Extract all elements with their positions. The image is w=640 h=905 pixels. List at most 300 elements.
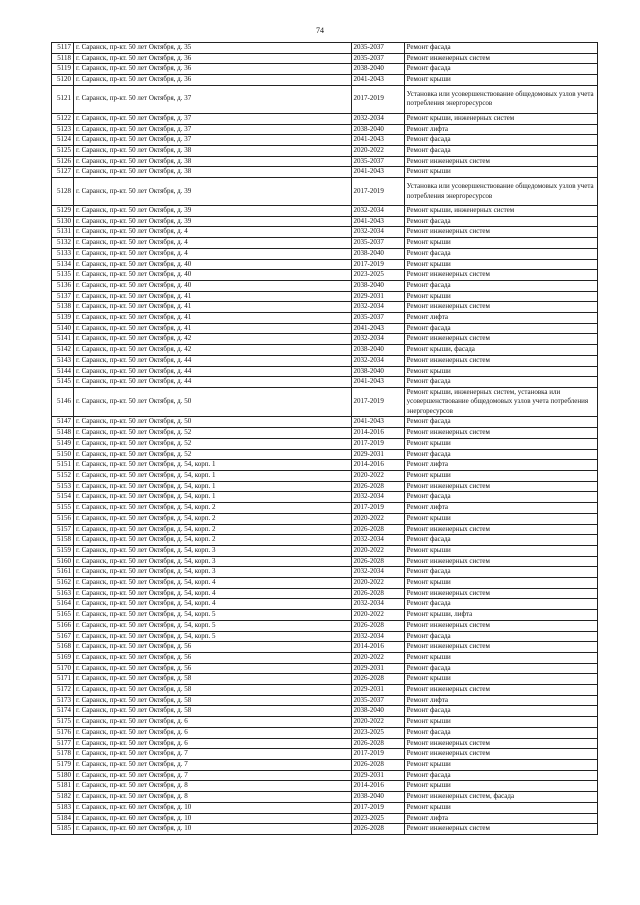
period-cell: 2032-2034 bbox=[351, 567, 404, 578]
row-number-cell: 5142 bbox=[52, 345, 74, 356]
work-type-cell: Ремонт инженерных систем bbox=[404, 824, 597, 835]
row-number-cell: 5130 bbox=[52, 216, 74, 227]
row-number-cell: 5136 bbox=[52, 280, 74, 291]
table-row bbox=[52, 156, 598, 167]
table-row bbox=[52, 124, 598, 135]
table-row bbox=[52, 802, 598, 813]
work-type-cell: Ремонт лифта bbox=[404, 313, 597, 324]
address-cell: г. Саранск, пр-кт. 50 лет Октября, д. 54, корп. 1 bbox=[74, 492, 352, 503]
period-cell: 2020-2022 bbox=[351, 471, 404, 482]
period-cell: 2017-2019 bbox=[351, 438, 404, 449]
work-type-cell: Ремонт крыши bbox=[404, 167, 597, 178]
period-cell: 2020-2022 bbox=[351, 545, 404, 556]
period-cell: 2041-2043 bbox=[351, 323, 404, 334]
address-cell: г. Саранск, пр-кт. 50 лет Октября, д. 56 bbox=[74, 663, 352, 674]
table-row bbox=[52, 642, 598, 653]
period-cell: 2041-2043 bbox=[351, 377, 404, 388]
table-row bbox=[52, 167, 598, 178]
address-cell: г. Саранск, пр-кт. 50 лет Октября, д. 4 bbox=[74, 238, 352, 249]
work-type-cell: Ремонт инженерных систем bbox=[404, 749, 597, 760]
address-cell: г. Саранск, пр-кт. 50 лет Октября, д. 36 bbox=[74, 64, 352, 75]
work-type-cell: Ремонт фасада bbox=[404, 377, 597, 388]
period-cell: 2032-2034 bbox=[351, 227, 404, 238]
table-row bbox=[52, 685, 598, 696]
table-row bbox=[52, 631, 598, 642]
row-number-cell: 5133 bbox=[52, 248, 74, 259]
row-number-cell: 5165 bbox=[52, 610, 74, 621]
work-type-cell: Ремонт крыши bbox=[404, 717, 597, 728]
row-number-cell: 5173 bbox=[52, 695, 74, 706]
work-type-cell: Ремонт инженерных систем bbox=[404, 428, 597, 439]
address-cell: г. Саранск, пр-кт. 50 лет Октября, д. 58 bbox=[74, 674, 352, 685]
work-type-cell: Ремонт инженерных систем, фасада bbox=[404, 792, 597, 803]
address-cell: г. Саранск, пр-кт. 50 лет Октября, д. 6 bbox=[74, 738, 352, 749]
table-row bbox=[52, 216, 598, 227]
period-cell: 2017-2019 bbox=[351, 178, 404, 206]
period-cell: 2035-2037 bbox=[351, 53, 404, 64]
address-cell: г. Саранск, пр-кт. 50 лет Октября, д. 50 bbox=[74, 387, 352, 417]
address-cell: г. Саранск, пр-кт. 50 лет Октября, д. 8 bbox=[74, 792, 352, 803]
work-type-cell: Ремонт инженерных систем bbox=[404, 738, 597, 749]
table-row bbox=[52, 53, 598, 64]
address-cell: г. Саранск, пр-кт. 50 лет Октября, д. 54, корп. 3 bbox=[74, 567, 352, 578]
period-cell: 2038-2040 bbox=[351, 124, 404, 135]
row-number-cell: 5144 bbox=[52, 366, 74, 377]
address-cell: г. Саранск, пр-кт. 50 лет Октября, д. 6 bbox=[74, 717, 352, 728]
period-cell: 2038-2040 bbox=[351, 280, 404, 291]
row-number-cell: 5183 bbox=[52, 802, 74, 813]
row-number-cell: 5156 bbox=[52, 513, 74, 524]
period-cell: 2032-2034 bbox=[351, 302, 404, 313]
repair-schedule-table bbox=[51, 42, 598, 835]
row-number-cell: 5150 bbox=[52, 449, 74, 460]
row-number-cell: 5129 bbox=[52, 206, 74, 217]
period-cell: 2035-2037 bbox=[351, 43, 404, 54]
row-number-cell: 5148 bbox=[52, 428, 74, 439]
address-cell: г. Саранск, пр-кт. 50 лет Октября, д. 56 bbox=[74, 642, 352, 653]
table-row bbox=[52, 428, 598, 439]
period-cell: 2017-2019 bbox=[351, 503, 404, 514]
row-number-cell: 5145 bbox=[52, 377, 74, 388]
period-cell: 2032-2034 bbox=[351, 535, 404, 546]
period-cell: 2032-2034 bbox=[351, 599, 404, 610]
table-row bbox=[52, 503, 598, 514]
period-cell: 2035-2037 bbox=[351, 313, 404, 324]
address-cell: г. Саранск, пр-кт. 50 лет Октября, д. 54, корп. 4 bbox=[74, 599, 352, 610]
row-number-cell: 5125 bbox=[52, 145, 74, 156]
address-cell: г. Саранск, пр-кт. 50 лет Октября, д. 58 bbox=[74, 695, 352, 706]
address-cell: г. Саранск, пр-кт. 50 лет Октября, д. 6 bbox=[74, 727, 352, 738]
period-cell: 2041-2043 bbox=[351, 135, 404, 146]
period-cell: 2014-2016 bbox=[351, 428, 404, 439]
address-cell: г. Саранск, пр-кт. 50 лет Октября, д. 41 bbox=[74, 291, 352, 302]
work-type-cell: Ремонт инженерных систем bbox=[404, 227, 597, 238]
row-number-cell: 5128 bbox=[52, 178, 74, 206]
work-type-cell: Ремонт фасада bbox=[404, 599, 597, 610]
table-row bbox=[52, 248, 598, 259]
row-number-cell: 5124 bbox=[52, 135, 74, 146]
table-row bbox=[52, 227, 598, 238]
table-row bbox=[52, 43, 598, 54]
period-cell: 2023-2025 bbox=[351, 813, 404, 824]
row-number-cell: 5180 bbox=[52, 770, 74, 781]
address-cell: г. Саранск, пр-кт. 50 лет Октября, д. 52 bbox=[74, 438, 352, 449]
work-type-cell: Ремонт фасада bbox=[404, 663, 597, 674]
table-row bbox=[52, 652, 598, 663]
period-cell: 2032-2034 bbox=[351, 355, 404, 366]
address-cell: г. Саранск, пр-кт. 50 лет Октября, д. 41 bbox=[74, 323, 352, 334]
work-type-cell: Ремонт фасада bbox=[404, 535, 597, 546]
address-cell: г. Саранск, пр-кт. 60 лет Октября, д. 10 bbox=[74, 802, 352, 813]
row-number-cell: 5159 bbox=[52, 545, 74, 556]
row-number-cell: 5168 bbox=[52, 642, 74, 653]
period-cell: 2032-2034 bbox=[351, 113, 404, 124]
period-cell: 2023-2025 bbox=[351, 270, 404, 281]
table-row bbox=[52, 313, 598, 324]
table-row bbox=[52, 813, 598, 824]
table-row bbox=[52, 738, 598, 749]
work-type-cell: Ремонт крыши bbox=[404, 238, 597, 249]
table-row bbox=[52, 620, 598, 631]
table-row bbox=[52, 706, 598, 717]
period-cell: 2020-2022 bbox=[351, 145, 404, 156]
row-number-cell: 5185 bbox=[52, 824, 74, 835]
row-number-cell: 5181 bbox=[52, 781, 74, 792]
table-row bbox=[52, 770, 598, 781]
table-row bbox=[52, 135, 598, 146]
row-number-cell: 5167 bbox=[52, 631, 74, 642]
row-number-cell: 5166 bbox=[52, 620, 74, 631]
period-cell: 2029-2031 bbox=[351, 663, 404, 674]
period-cell: 2026-2028 bbox=[351, 556, 404, 567]
address-cell: г. Саранск, пр-кт. 50 лет Октября, д. 40 bbox=[74, 259, 352, 270]
address-cell: г. Саранск, пр-кт. 50 лет Октября, д. 52 bbox=[74, 449, 352, 460]
address-cell: г. Саранск, пр-кт. 50 лет Октября, д. 4 bbox=[74, 248, 352, 259]
address-cell: г. Саранск, пр-кт. 50 лет Октября, д. 54, корп. 2 bbox=[74, 535, 352, 546]
row-number-cell: 5123 bbox=[52, 124, 74, 135]
row-number-cell: 5176 bbox=[52, 727, 74, 738]
period-cell: 2014-2016 bbox=[351, 460, 404, 471]
period-cell: 2029-2031 bbox=[351, 291, 404, 302]
work-type-cell: Ремонт инженерных систем bbox=[404, 642, 597, 653]
table-row bbox=[52, 588, 598, 599]
row-number-cell: 5163 bbox=[52, 588, 74, 599]
period-cell: 2017-2019 bbox=[351, 259, 404, 270]
address-cell: г. Саранск, пр-кт. 50 лет Октября, д. 41 bbox=[74, 302, 352, 313]
address-cell: г. Саранск, пр-кт. 50 лет Октября, д. 41 bbox=[74, 313, 352, 324]
address-cell: г. Саранск, пр-кт. 50 лет Октября, д. 44 bbox=[74, 355, 352, 366]
address-cell: г. Саранск, пр-кт. 50 лет Октября, д. 54, корп. 2 bbox=[74, 524, 352, 535]
work-type-cell: Ремонт фасада bbox=[404, 145, 597, 156]
period-cell: 2026-2028 bbox=[351, 524, 404, 535]
work-type-cell: Ремонт инженерных систем bbox=[404, 524, 597, 535]
period-cell: 2017-2019 bbox=[351, 387, 404, 417]
period-cell: 2035-2037 bbox=[351, 238, 404, 249]
row-number-cell: 5151 bbox=[52, 460, 74, 471]
work-type-cell: Ремонт фасада bbox=[404, 770, 597, 781]
work-type-cell: Ремонт инженерных систем bbox=[404, 620, 597, 631]
work-type-cell: Ремонт фасада bbox=[404, 280, 597, 291]
address-cell: г. Саранск, пр-кт. 50 лет Октября, д. 54, корп. 5 bbox=[74, 631, 352, 642]
work-type-cell: Ремонт фасада bbox=[404, 43, 597, 54]
row-number-cell: 5143 bbox=[52, 355, 74, 366]
work-type-cell: Ремонт инженерных систем bbox=[404, 53, 597, 64]
address-cell: г. Саранск, пр-кт. 50 лет Октября, д. 39 bbox=[74, 206, 352, 217]
address-cell: г. Саранск, пр-кт. 50 лет Октября, д. 54, корп. 1 bbox=[74, 481, 352, 492]
period-cell: 2020-2022 bbox=[351, 578, 404, 589]
period-cell: 2020-2022 bbox=[351, 717, 404, 728]
address-cell: г. Саранск, пр-кт. 50 лет Октября, д. 4 bbox=[74, 227, 352, 238]
row-number-cell: 5127 bbox=[52, 167, 74, 178]
work-type-cell: Ремонт фасада bbox=[404, 567, 597, 578]
address-cell: г. Саранск, пр-кт. 50 лет Октября, д. 54, корп. 4 bbox=[74, 588, 352, 599]
address-cell: г. Саранск, пр-кт. 50 лет Октября, д. 54, корп. 4 bbox=[74, 578, 352, 589]
period-cell: 2029-2031 bbox=[351, 770, 404, 781]
address-cell: г. Саранск, пр-кт. 50 лет Октября, д. 54, корп. 3 bbox=[74, 545, 352, 556]
table-row bbox=[52, 366, 598, 377]
row-number-cell: 5171 bbox=[52, 674, 74, 685]
work-type-cell: Ремонт крыши bbox=[404, 759, 597, 770]
period-cell: 2038-2040 bbox=[351, 706, 404, 717]
row-number-cell: 5160 bbox=[52, 556, 74, 567]
row-number-cell: 5154 bbox=[52, 492, 74, 503]
table-row bbox=[52, 695, 598, 706]
table-row bbox=[52, 438, 598, 449]
address-cell: г. Саранск, пр-кт. 50 лет Октября, д. 44 bbox=[74, 366, 352, 377]
row-number-cell: 5170 bbox=[52, 663, 74, 674]
work-type-cell: Ремонт крыши bbox=[404, 578, 597, 589]
address-cell: г. Саранск, пр-кт. 50 лет Октября, д. 37 bbox=[74, 124, 352, 135]
table-row bbox=[52, 535, 598, 546]
table-row bbox=[52, 206, 598, 217]
period-cell: 2020-2022 bbox=[351, 513, 404, 524]
table-body bbox=[52, 43, 598, 835]
address-cell: г. Саранск, пр-кт. 50 лет Октября, д. 39 bbox=[74, 178, 352, 206]
table-row bbox=[52, 674, 598, 685]
address-cell: г. Саранск, пр-кт. 50 лет Октября, д. 40 bbox=[74, 270, 352, 281]
period-cell: 2014-2016 bbox=[351, 781, 404, 792]
table-row bbox=[52, 85, 598, 113]
period-cell: 2041-2043 bbox=[351, 216, 404, 227]
row-number-cell: 5157 bbox=[52, 524, 74, 535]
period-cell: 2020-2022 bbox=[351, 652, 404, 663]
period-cell: 2026-2028 bbox=[351, 620, 404, 631]
address-cell: г. Саранск, пр-кт. 50 лет Октября, д. 44 bbox=[74, 377, 352, 388]
work-type-cell: Ремонт лифта bbox=[404, 695, 597, 706]
work-type-cell: Ремонт инженерных систем bbox=[404, 156, 597, 167]
address-cell: г. Саранск, пр-кт. 50 лет Октября, д. 8 bbox=[74, 781, 352, 792]
row-number-cell: 5175 bbox=[52, 717, 74, 728]
work-type-cell: Ремонт крыши bbox=[404, 366, 597, 377]
address-cell: г. Саранск, пр-кт. 50 лет Октября, д. 40 bbox=[74, 280, 352, 291]
row-number-cell: 5184 bbox=[52, 813, 74, 824]
table-row bbox=[52, 545, 598, 556]
row-number-cell: 5147 bbox=[52, 417, 74, 428]
table-row bbox=[52, 492, 598, 503]
row-number-cell: 5153 bbox=[52, 481, 74, 492]
table-row bbox=[52, 64, 598, 75]
work-type-cell: Ремонт фасада bbox=[404, 492, 597, 503]
period-cell: 2023-2025 bbox=[351, 727, 404, 738]
period-cell: 2029-2031 bbox=[351, 685, 404, 696]
period-cell: 2017-2019 bbox=[351, 802, 404, 813]
row-number-cell: 5169 bbox=[52, 652, 74, 663]
period-cell: 2038-2040 bbox=[351, 345, 404, 356]
work-type-cell: Ремонт фасада bbox=[404, 631, 597, 642]
work-type-cell: Установка или усовершенствование общедомовых узлов учета потребления энергоресурсов bbox=[404, 178, 597, 206]
work-type-cell: Ремонт лифта bbox=[404, 503, 597, 514]
table-row bbox=[52, 759, 598, 770]
table-row bbox=[52, 460, 598, 471]
table-row bbox=[52, 334, 598, 345]
period-cell: 2035-2037 bbox=[351, 156, 404, 167]
work-type-cell: Ремонт крыши bbox=[404, 259, 597, 270]
period-cell: 2032-2034 bbox=[351, 492, 404, 503]
row-number-cell: 5182 bbox=[52, 792, 74, 803]
period-cell: 2032-2034 bbox=[351, 206, 404, 217]
row-number-cell: 5161 bbox=[52, 567, 74, 578]
table-row bbox=[52, 524, 598, 535]
row-number-cell: 5172 bbox=[52, 685, 74, 696]
table-row bbox=[52, 471, 598, 482]
work-type-cell: Ремонт крыши, инженерных систем, установка или усовершенствование общедомовых узлов учета потребления энергоресурсов bbox=[404, 387, 597, 417]
address-cell: г. Саранск, пр-кт. 50 лет Октября, д. 54, корп. 3 bbox=[74, 556, 352, 567]
table-row bbox=[52, 178, 598, 206]
table-row bbox=[52, 824, 598, 835]
address-cell: г. Саранск, пр-кт. 50 лет Октября, д. 58 bbox=[74, 706, 352, 717]
work-type-cell: Ремонт фасада bbox=[404, 216, 597, 227]
table-row bbox=[52, 387, 598, 417]
work-type-cell: Ремонт фасада bbox=[404, 417, 597, 428]
address-cell: г. Саранск, пр-кт. 50 лет Октября, д. 58 bbox=[74, 685, 352, 696]
work-type-cell: Ремонт фасада bbox=[404, 64, 597, 75]
work-type-cell: Ремонт инженерных систем bbox=[404, 302, 597, 313]
table-row bbox=[52, 291, 598, 302]
table-row bbox=[52, 781, 598, 792]
work-type-cell: Ремонт фасада bbox=[404, 449, 597, 460]
table-row bbox=[52, 578, 598, 589]
row-number-cell: 5131 bbox=[52, 227, 74, 238]
table-row bbox=[52, 749, 598, 760]
work-type-cell: Ремонт крыши bbox=[404, 471, 597, 482]
period-cell: 2026-2028 bbox=[351, 674, 404, 685]
work-type-cell: Ремонт фасада bbox=[404, 323, 597, 334]
work-type-cell: Ремонт крыши, лифта bbox=[404, 610, 597, 621]
row-number-cell: 5132 bbox=[52, 238, 74, 249]
work-type-cell: Ремонт крыши, фасада bbox=[404, 345, 597, 356]
work-type-cell: Ремонт инженерных систем bbox=[404, 270, 597, 281]
table-row bbox=[52, 280, 598, 291]
address-cell: г. Саранск, пр-кт. 50 лет Октября, д. 38 bbox=[74, 145, 352, 156]
table-row bbox=[52, 567, 598, 578]
work-type-cell: Ремонт крыши bbox=[404, 438, 597, 449]
period-cell: 2038-2040 bbox=[351, 248, 404, 259]
row-number-cell: 5140 bbox=[52, 323, 74, 334]
address-cell: г. Саранск, пр-кт. 50 лет Октября, д. 56 bbox=[74, 652, 352, 663]
address-cell: г. Саранск, пр-кт. 50 лет Октября, д. 42 bbox=[74, 334, 352, 345]
table-row bbox=[52, 323, 598, 334]
work-type-cell: Ремонт крыши bbox=[404, 781, 597, 792]
table-row bbox=[52, 355, 598, 366]
work-type-cell: Ремонт инженерных систем bbox=[404, 334, 597, 345]
row-number-cell: 5134 bbox=[52, 259, 74, 270]
work-type-cell: Ремонт лифта bbox=[404, 460, 597, 471]
address-cell: г. Саранск, пр-кт. 50 лет Октября, д. 7 bbox=[74, 759, 352, 770]
period-cell: 2026-2028 bbox=[351, 738, 404, 749]
work-type-cell: Ремонт инженерных систем bbox=[404, 556, 597, 567]
table-row bbox=[52, 417, 598, 428]
period-cell: 2020-2022 bbox=[351, 610, 404, 621]
address-cell: г. Саранск, пр-кт. 50 лет Октября, д. 7 bbox=[74, 749, 352, 760]
address-cell: г. Саранск, пр-кт. 60 лет Октября, д. 10 bbox=[74, 813, 352, 824]
table-row bbox=[52, 145, 598, 156]
work-type-cell: Ремонт фасада bbox=[404, 135, 597, 146]
row-number-cell: 5120 bbox=[52, 75, 74, 86]
table-row bbox=[52, 75, 598, 86]
table-row bbox=[52, 270, 598, 281]
row-number-cell: 5177 bbox=[52, 738, 74, 749]
page-number: 74 bbox=[316, 26, 324, 35]
row-number-cell: 5126 bbox=[52, 156, 74, 167]
period-cell: 2029-2031 bbox=[351, 449, 404, 460]
period-cell: 2041-2043 bbox=[351, 75, 404, 86]
row-number-cell: 5135 bbox=[52, 270, 74, 281]
address-cell: г. Саранск, пр-кт. 50 лет Октября, д. 52 bbox=[74, 428, 352, 439]
table-row bbox=[52, 556, 598, 567]
work-type-cell: Ремонт крыши bbox=[404, 545, 597, 556]
work-type-cell: Ремонт инженерных систем bbox=[404, 685, 597, 696]
address-cell: г. Саранск, пр-кт. 50 лет Октября, д. 50 bbox=[74, 417, 352, 428]
row-number-cell: 5119 bbox=[52, 64, 74, 75]
table-row bbox=[52, 727, 598, 738]
address-cell: г. Саранск, пр-кт. 50 лет Октября, д. 37 bbox=[74, 113, 352, 124]
table-row bbox=[52, 513, 598, 524]
work-type-cell: Ремонт крыши bbox=[404, 802, 597, 813]
address-cell: г. Саранск, пр-кт. 50 лет Октября, д. 37 bbox=[74, 85, 352, 113]
row-number-cell: 5149 bbox=[52, 438, 74, 449]
address-cell: г. Саранск, пр-кт. 50 лет Октября, д. 38 bbox=[74, 167, 352, 178]
work-type-cell: Ремонт крыши bbox=[404, 513, 597, 524]
table-row bbox=[52, 259, 598, 270]
period-cell: 2032-2034 bbox=[351, 631, 404, 642]
row-number-cell: 5164 bbox=[52, 599, 74, 610]
table-row bbox=[52, 302, 598, 313]
address-cell: г. Саранск, пр-кт. 50 лет Октября, д. 38 bbox=[74, 156, 352, 167]
address-cell: г. Саранск, пр-кт. 50 лет Октября, д. 54, корп. 1 bbox=[74, 460, 352, 471]
row-number-cell: 5155 bbox=[52, 503, 74, 514]
row-number-cell: 5146 bbox=[52, 387, 74, 417]
work-type-cell: Ремонт фасада bbox=[404, 706, 597, 717]
row-number-cell: 5152 bbox=[52, 471, 74, 482]
period-cell: 2032-2034 bbox=[351, 334, 404, 345]
work-type-cell: Ремонт лифта bbox=[404, 813, 597, 824]
row-number-cell: 5137 bbox=[52, 291, 74, 302]
row-number-cell: 5121 bbox=[52, 85, 74, 113]
period-cell: 2038-2040 bbox=[351, 64, 404, 75]
row-number-cell: 5139 bbox=[52, 313, 74, 324]
row-number-cell: 5158 bbox=[52, 535, 74, 546]
period-cell: 2026-2028 bbox=[351, 481, 404, 492]
row-number-cell: 5118 bbox=[52, 53, 74, 64]
work-type-cell: Установка или усовершенствование общедомовых узлов учета потребления энергоресурсов bbox=[404, 85, 597, 113]
address-cell: г. Саранск, пр-кт. 50 лет Октября, д. 37 bbox=[74, 135, 352, 146]
period-cell: 2026-2028 bbox=[351, 824, 404, 835]
work-type-cell: Ремонт крыши bbox=[404, 674, 597, 685]
address-cell: г. Саранск, пр-кт. 50 лет Октября, д. 54, корп. 2 bbox=[74, 503, 352, 514]
work-type-cell: Ремонт инженерных систем bbox=[404, 481, 597, 492]
table-row bbox=[52, 599, 598, 610]
period-cell: 2038-2040 bbox=[351, 792, 404, 803]
